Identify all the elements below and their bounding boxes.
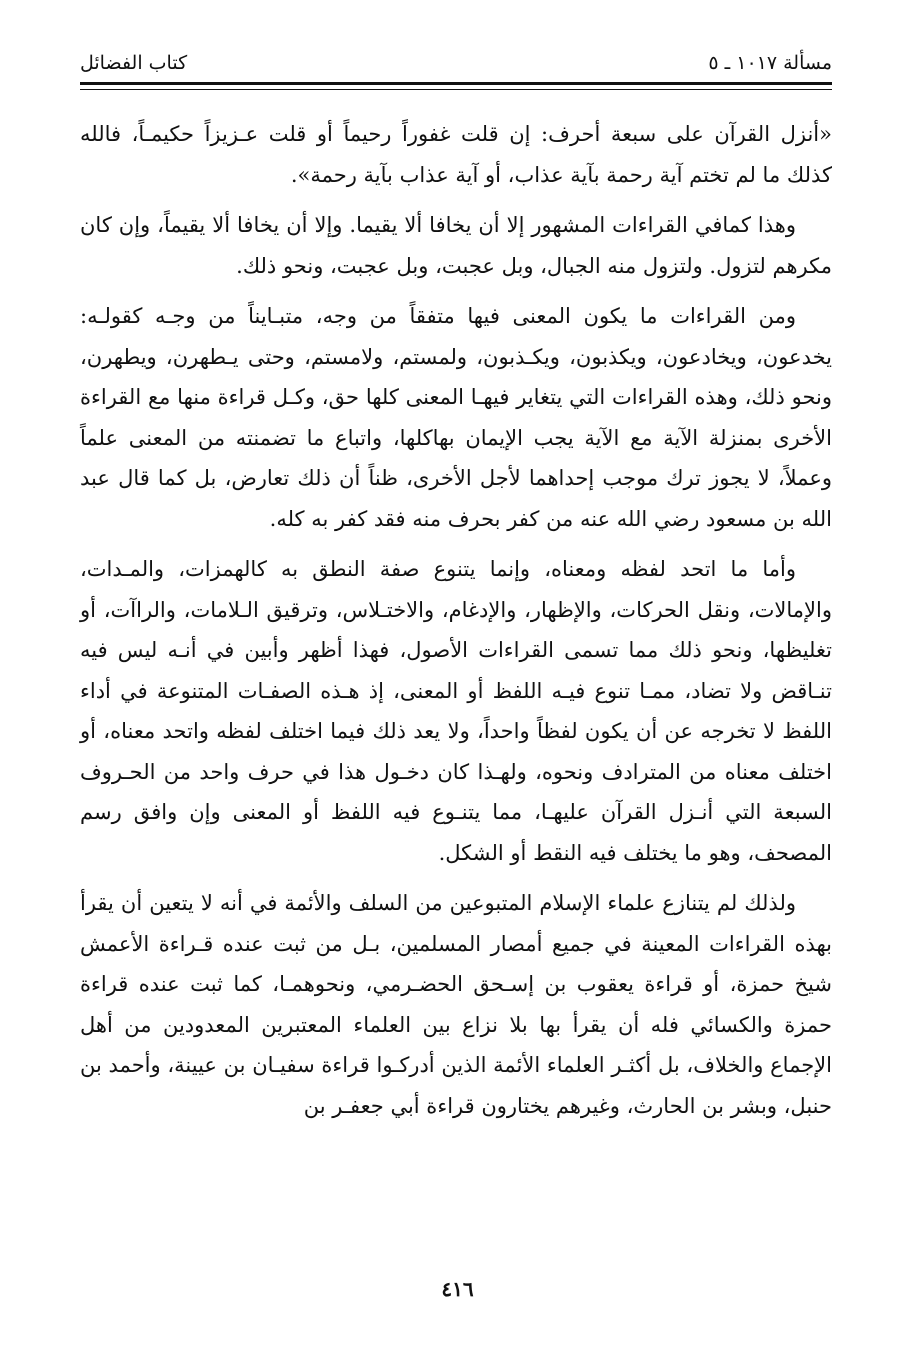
issue-number: مسألة ١٠١٧ ـ ٥	[708, 52, 832, 74]
paragraph-1: «أنزل القرآن على سبعة أحرف: إن قلت غفوراً رحيماً أو قلت عـزيزاً حكيمـاً، فالله كذلك ما لم تختم آية رحمة بآية عذاب، أو آية عذاب بآية رحمة».	[80, 122, 832, 187]
header-rule-thin	[80, 89, 832, 90]
header-rule-thick	[80, 82, 832, 85]
book-title: كتاب الفضائل	[80, 52, 188, 74]
page-number: ٤١٦	[441, 1277, 474, 1301]
running-header	[80, 46, 832, 80]
paragraph-2: وهذا كمافي القراءات المشهور إلا أن يخافا ألا يقيما. وإلا أن يخافا ألا يقيماً، وإن كان مكرهم لتزول. ولتزول منه الجبال، وبل عجبت، وبل عجبت، ونحو ذلك.	[80, 213, 832, 278]
paragraph-5: ولذلك لم يتنازع علماء الإسلام المتبوعين من السلف والأئمة في أنه لا يتعين أن يقرأ بهذه القراءات المعينة في جميع أمصار المسلمين، بـل من ثبت عنده قـراءة الأعمش شيخ حمزة، أو قراءة يعقوب بن إسـحق الحضـرمي، ونحوهمـا، كما ثبت عنده قراءة حمزة والكسائي فله أن يقرأ بها بلا نزاع بين العلماء المعتبرين المعدودين من أهل الإجماع والخلاف، بل أكثـر العلماء الأئمة الذين أدركـوا قراءة سفيـان بن عيينة، وأحمد بن حنبل، وبشر بن الحارث، وغيرهم يختارون قراءة أبي جعفـر بن	[80, 891, 832, 1118]
paragraph-3: ومن القراءات ما يكون المعنى فيها متفقاً من وجه، متبـايناً من وجـه كقولـه: يخدعون، ويخادعون، ويكذبون، ويكـذبون، ولمستم، ولامستم، وحتى يـطهرن، ويطهرن، ونحو ذلك، وهذه القراءات التي يتغاير فيهـا المعنى كلها حق، وكـل قراءة منها مع القراءة الأخرى بمنزلة الآية مع الآية يجب الإيمان بهاكلها، واتباع ما تضمنته من المعنى علماً وعملاً، لا يجوز ترك موجب إحداهما لأجل الأخرى، ظناً أن ذلك تعارض، بل كما قال عبد الله بن مسعود رضي الله عنه من كفر بحرف منه فقد كفر به كله.	[80, 304, 832, 531]
body-text	[80, 114, 832, 1126]
paragraph-4: وأما ما اتحد لفظه ومعناه، وإنما يتنوع صفة النطق به كالهمزات، والمـدات، والإمالات، ونقل الحركات، والإظهار، والإدغام، والاختـلاس، وترقيق الـلامات، والراآت، أو تغليظها، ونحو ذلك مما تسمى القراءات الأصول، فهذا أظهر وأبين في أنـه ليس فيه تنـاقض ولا تضاد، ممـا تنوع فيـه اللفظ أو المعنى، إذ هـذه الصفـات المتنوعة في أداء اللفظ لا تخرجه عن أن يكون لفظاً واحداً، ولا يعد ذلك فيما اختلف لفظه واتحد معناه، أو اختلف معناه من المترادف ونحوه، ولهـذا كان دخـول هذا في حرف واحد من الحـروف السبعة التي أنـزل القرآن عليهـا، مما يتنـوع فيه اللفظ أو المعنى وإن وافق رسم المصحف، وهو ما يختلف فيه النقط أو الشكل.	[80, 557, 832, 865]
